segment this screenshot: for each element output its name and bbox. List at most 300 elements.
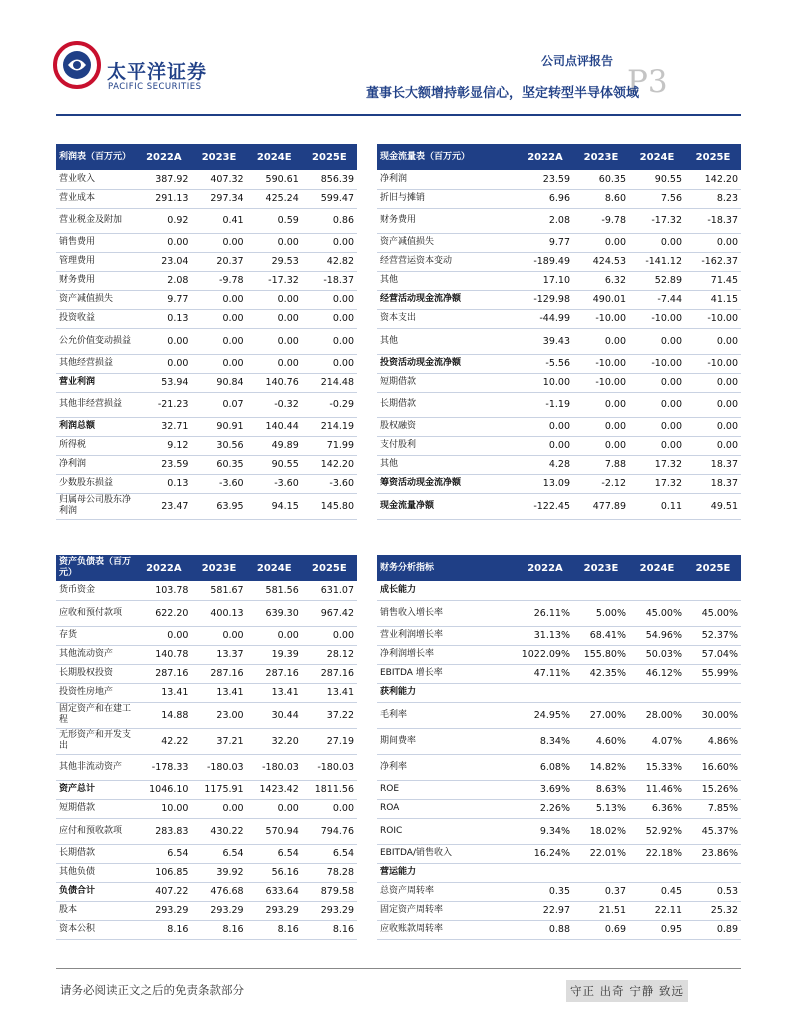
table-cell: 3.69%	[517, 780, 573, 799]
table-cell: 0.00	[247, 799, 302, 818]
table-row	[56, 728, 357, 754]
table-row	[377, 493, 741, 519]
table-cell: 23.59	[517, 170, 573, 189]
table-cell: 13.41	[136, 683, 191, 702]
table-cell: 57.04%	[685, 645, 741, 664]
column-header: 2025E	[302, 144, 357, 170]
table-cell: 4.28	[517, 455, 573, 474]
table-row	[377, 474, 741, 493]
table-cell: 293.29	[247, 901, 302, 920]
row-label: 少数股东损益	[56, 474, 136, 493]
table-row	[377, 309, 741, 328]
row-label: 资本公积	[56, 920, 136, 939]
table-row	[56, 754, 357, 780]
table-cell: 23.04	[136, 252, 191, 271]
table-cell: 4.60%	[573, 728, 629, 754]
table-cell: -17.32	[629, 208, 685, 233]
table-cell: 22.11	[629, 901, 685, 920]
table-cell: 8.16	[302, 920, 357, 939]
table-cell: 52.92%	[629, 818, 685, 844]
table-cell: 47.11%	[517, 664, 573, 683]
table-cell: 21.51	[573, 901, 629, 920]
table-cell: 0.00	[573, 328, 629, 354]
row-label: 投资性房地产	[56, 683, 136, 702]
table-row	[56, 920, 357, 939]
table-row	[377, 208, 741, 233]
table-cell: 140.76	[247, 373, 302, 392]
table-cell: 45.00%	[629, 600, 685, 626]
table-cell: 0.00	[629, 373, 685, 392]
table-cell: 0.53	[685, 882, 741, 901]
row-label: 资本支出	[377, 309, 517, 328]
table-cell: 424.53	[573, 252, 629, 271]
table-cell: 0.00	[302, 328, 357, 354]
table-cell: 23.47	[136, 493, 191, 519]
table-cell: 879.58	[302, 882, 357, 901]
table-cell: 581.67	[191, 581, 246, 600]
table-cell: 856.39	[302, 170, 357, 189]
table-cell: 794.76	[302, 818, 357, 844]
table-cell: 15.26%	[685, 780, 741, 799]
table-cell: 6.54	[136, 844, 191, 863]
table-cell: 0.41	[191, 208, 246, 233]
table-cell: 8.23	[685, 189, 741, 208]
table-cell: 94.15	[247, 493, 302, 519]
table-spacer-row	[56, 519, 357, 535]
table-cell: 0.00	[247, 354, 302, 373]
table-cell: 0.35	[517, 882, 573, 901]
table-row	[377, 373, 741, 392]
table-cell: 4.86%	[685, 728, 741, 754]
column-header: 2023E	[573, 144, 629, 170]
table-cell: -10.00	[573, 354, 629, 373]
table-cell: -9.78	[573, 208, 629, 233]
header-divider	[56, 114, 741, 116]
table-row	[56, 373, 357, 392]
table-cell: 52.89	[629, 271, 685, 290]
table-cell: 0.00	[302, 309, 357, 328]
income-statement-table	[56, 144, 357, 535]
table-cell: 0.00	[247, 233, 302, 252]
table-cell: 0.00	[247, 328, 302, 354]
table-row	[377, 392, 741, 417]
row-label: 净利率	[377, 754, 517, 780]
table-row	[56, 780, 357, 799]
row-label: 其他非经营损益	[56, 392, 136, 417]
table-cell: 570.94	[247, 818, 302, 844]
table-row	[56, 600, 357, 626]
table-cell: 42.22	[136, 728, 191, 754]
row-label: 固定资产和在建工程	[56, 702, 136, 728]
row-label: 财务费用	[377, 208, 517, 233]
table-cell: 15.33%	[629, 754, 685, 780]
table-cell: 32.20	[247, 728, 302, 754]
table-cell: 142.20	[302, 455, 357, 474]
table-cell: 293.29	[191, 901, 246, 920]
table-row	[56, 208, 357, 233]
table-cell	[685, 683, 741, 702]
table-row	[377, 417, 741, 436]
table-cell: -180.03	[302, 754, 357, 780]
row-label: 投资收益	[56, 309, 136, 328]
table-row	[56, 328, 357, 354]
table-cell: 0.00	[302, 799, 357, 818]
table-spacer-row	[377, 519, 741, 535]
table-cell: 476.68	[191, 882, 246, 901]
table-row	[377, 600, 741, 626]
table-cell: 639.30	[247, 600, 302, 626]
column-header: 2025E	[685, 144, 741, 170]
table-cell: 90.55	[247, 455, 302, 474]
table-cell: 0.00	[629, 392, 685, 417]
row-label: 营业税金及附加	[56, 208, 136, 233]
table-cell: 0.00	[191, 626, 246, 645]
table-cell: 287.16	[247, 664, 302, 683]
table-cell: 0.95	[629, 920, 685, 939]
table-cell: 16.24%	[517, 844, 573, 863]
row-label: 获利能力	[377, 683, 517, 702]
row-label: 管理费用	[56, 252, 136, 271]
table-cell	[629, 863, 685, 882]
table-cell: 1811.56	[302, 780, 357, 799]
table-cell: 0.00	[573, 417, 629, 436]
table-cell: 103.78	[136, 581, 191, 600]
table-row	[56, 436, 357, 455]
table-cell: 0.00	[247, 626, 302, 645]
table-row	[377, 581, 741, 600]
row-label: 其他负债	[56, 863, 136, 882]
table-row	[377, 252, 741, 271]
column-header: 2024E	[247, 555, 302, 581]
table-cell: 140.78	[136, 645, 191, 664]
table-cell	[629, 683, 685, 702]
table-cell: 0.89	[685, 920, 741, 939]
table-cell: -180.03	[247, 754, 302, 780]
page-number: P3	[627, 64, 668, 100]
table-row	[377, 271, 741, 290]
table-cell: 0.00	[136, 328, 191, 354]
financial-ratios-table	[377, 555, 741, 940]
table-cell: -9.78	[191, 271, 246, 290]
table-cell: 30.56	[191, 436, 246, 455]
row-label: 利润总额	[56, 417, 136, 436]
table-cell: 0.00	[685, 373, 741, 392]
footer-divider	[56, 968, 741, 969]
table-cell: 0.13	[136, 474, 191, 493]
table-cell: 490.01	[573, 290, 629, 309]
row-label: 归属母公司股东净利润	[56, 493, 136, 519]
table-row	[377, 863, 741, 882]
table-cell: 0.00	[302, 354, 357, 373]
row-label: 长期股权投资	[56, 664, 136, 683]
table-row	[377, 354, 741, 373]
row-label: 经营营运资本变动	[377, 252, 517, 271]
row-label: 负债合计	[56, 882, 136, 901]
column-header: 2023E	[573, 555, 629, 581]
table-row	[377, 818, 741, 844]
row-label: 折旧与摊销	[377, 189, 517, 208]
table-cell: 400.13	[191, 600, 246, 626]
table-cell: 41.15	[685, 290, 741, 309]
table-cell: 63.95	[191, 493, 246, 519]
balance-sheet-table	[56, 555, 357, 940]
table-cell: -10.00	[629, 309, 685, 328]
table-cell: -129.98	[517, 290, 573, 309]
row-label: 净利润	[377, 170, 517, 189]
table-cell: 27.00%	[573, 702, 629, 728]
table-cell: 28.00%	[629, 702, 685, 728]
table-cell: 0.07	[191, 392, 246, 417]
table-cell: 1423.42	[247, 780, 302, 799]
table-cell: 20.37	[191, 252, 246, 271]
table-cell: 0.00	[573, 392, 629, 417]
table-cell: -0.32	[247, 392, 302, 417]
table-cell: -17.32	[247, 271, 302, 290]
table-cell: 78.28	[302, 863, 357, 882]
table-header-row	[56, 144, 357, 170]
report-type: 公司点评报告	[540, 54, 613, 68]
table-row	[377, 328, 741, 354]
table-cell: 0.00	[302, 626, 357, 645]
table-cell: 9.34%	[517, 818, 573, 844]
table-row	[56, 901, 357, 920]
row-label: 销售费用	[56, 233, 136, 252]
table-cell: 42.35%	[573, 664, 629, 683]
table-cell: 967.42	[302, 600, 357, 626]
table-cell: 0.00	[629, 233, 685, 252]
table-cell: -21.23	[136, 392, 191, 417]
table-row	[377, 455, 741, 474]
table-cell: -7.44	[629, 290, 685, 309]
table-cell: 8.16	[247, 920, 302, 939]
row-label: ROA	[377, 799, 517, 818]
table-cell: 2.26%	[517, 799, 573, 818]
table-cell: 29.53	[247, 252, 302, 271]
table-cell: -3.60	[191, 474, 246, 493]
table-cell: 17.10	[517, 271, 573, 290]
table-cell: 425.24	[247, 189, 302, 208]
table-cell: 1046.10	[136, 780, 191, 799]
table-title: 资产负债表（百万元）	[56, 555, 136, 581]
row-label: 短期借款	[56, 799, 136, 818]
table-cell: 28.12	[302, 645, 357, 664]
table-cell: 293.29	[302, 901, 357, 920]
table-row	[56, 844, 357, 863]
table-cell: 0.13	[136, 309, 191, 328]
row-label: 其他	[377, 328, 517, 354]
table-cell: 8.16	[191, 920, 246, 939]
table-row	[377, 799, 741, 818]
table-cell: -18.37	[685, 208, 741, 233]
pacific-securities-logo-icon	[52, 40, 102, 90]
row-label: 其他	[377, 271, 517, 290]
column-header: 2025E	[302, 555, 357, 581]
table-cell: 0.00	[247, 309, 302, 328]
table-cell	[685, 863, 741, 882]
table-row	[56, 626, 357, 645]
row-label: 公允价值变动损益	[56, 328, 136, 354]
table-cell: 0.00	[136, 233, 191, 252]
table-cell: -10.00	[629, 354, 685, 373]
row-label: 资产减值损失	[56, 290, 136, 309]
table-cell: -141.12	[629, 252, 685, 271]
table-cell: 214.19	[302, 417, 357, 436]
table-cell: -10.00	[685, 309, 741, 328]
table-cell	[573, 683, 629, 702]
table-cell: 106.85	[136, 863, 191, 882]
table-title: 财务分析指标	[377, 555, 517, 581]
table-cell: 56.16	[247, 863, 302, 882]
table-cell: 0.00	[247, 290, 302, 309]
table-header-row	[377, 555, 741, 581]
table-cell: -44.99	[517, 309, 573, 328]
table-row	[56, 474, 357, 493]
table-cell: 6.54	[302, 844, 357, 863]
table-cell: 0.69	[573, 920, 629, 939]
table-cell: -162.37	[685, 252, 741, 271]
table-cell: 0.00	[136, 626, 191, 645]
row-label: EBITDA 增长率	[377, 664, 517, 683]
table-header-row	[377, 144, 741, 170]
table-cell: 6.32	[573, 271, 629, 290]
table-cell: 0.00	[685, 328, 741, 354]
table-cell: 71.99	[302, 436, 357, 455]
table-cell: 287.16	[136, 664, 191, 683]
table-cell: 407.32	[191, 170, 246, 189]
table-cell	[517, 683, 573, 702]
table-cell: 13.09	[517, 474, 573, 493]
table-cell: 7.85%	[685, 799, 741, 818]
table-cell: -10.00	[573, 309, 629, 328]
table-row	[56, 252, 357, 271]
row-label: 资产总计	[56, 780, 136, 799]
table-cell: 39.92	[191, 863, 246, 882]
row-label: 期间费率	[377, 728, 517, 754]
table-cell: 633.64	[247, 882, 302, 901]
column-header: 2024E	[629, 144, 685, 170]
logo-chinese-name: 太平洋证券	[107, 61, 208, 83]
table-cell: 293.29	[136, 901, 191, 920]
table-cell: 430.22	[191, 818, 246, 844]
table-cell: 52.37%	[685, 626, 741, 645]
column-header: 2024E	[629, 555, 685, 581]
table-cell	[573, 863, 629, 882]
row-label: 长期借款	[377, 392, 517, 417]
table-cell: 6.36%	[629, 799, 685, 818]
row-label: 应收和预付款项	[56, 600, 136, 626]
table-row	[56, 455, 357, 474]
logo-english-name: PACIFIC SECURITIES	[108, 82, 202, 92]
row-label: 其他非流动资产	[56, 754, 136, 780]
table-cell: -3.60	[302, 474, 357, 493]
table-cell: 14.88	[136, 702, 191, 728]
table-cell	[573, 581, 629, 600]
table-cell: 32.71	[136, 417, 191, 436]
table-cell: 0.00	[191, 290, 246, 309]
table-row	[56, 290, 357, 309]
table-cell: 37.21	[191, 728, 246, 754]
table-row	[56, 233, 357, 252]
table-row	[56, 417, 357, 436]
table-cell: 30.00%	[685, 702, 741, 728]
table-cell: 23.59	[136, 455, 191, 474]
table-cell: 18.37	[685, 455, 741, 474]
table-cell: -180.03	[191, 754, 246, 780]
table-cell: 55.99%	[685, 664, 741, 683]
table-cell: -0.29	[302, 392, 357, 417]
row-label: 短期借款	[377, 373, 517, 392]
table-cell	[685, 581, 741, 600]
row-label: 现金流量净额	[377, 493, 517, 519]
table-cell: 8.16	[136, 920, 191, 939]
table-cell: -18.37	[302, 271, 357, 290]
row-label: 资产减值损失	[377, 233, 517, 252]
table-cell: -178.33	[136, 754, 191, 780]
row-label: 其他流动资产	[56, 645, 136, 664]
table-cell: 19.39	[247, 645, 302, 664]
row-label: 货币资金	[56, 581, 136, 600]
row-label: 营业成本	[56, 189, 136, 208]
table-cell: 13.37	[191, 645, 246, 664]
table-cell: 0.00	[191, 354, 246, 373]
table-cell: 30.44	[247, 702, 302, 728]
table-cell: -1.19	[517, 392, 573, 417]
table-row	[56, 664, 357, 683]
row-label: 经营活动现金流净额	[377, 290, 517, 309]
table-cell: 1022.09%	[517, 645, 573, 664]
table-cell: 0.00	[629, 436, 685, 455]
report-headline: 董事长大额增持彰显信心，坚定转型半导体领域	[365, 86, 639, 101]
table-cell: 13.41	[191, 683, 246, 702]
table-cell: 407.22	[136, 882, 191, 901]
table-row	[377, 882, 741, 901]
table-cell: 0.00	[517, 436, 573, 455]
table-cell: 0.00	[685, 392, 741, 417]
table-cell: 13.41	[247, 683, 302, 702]
table-cell: 0.00	[573, 233, 629, 252]
table-cell: 297.34	[191, 189, 246, 208]
row-label: 营业收入	[56, 170, 136, 189]
table-cell: 90.91	[191, 417, 246, 436]
company-motto: 守正 出奇 宁静 致远	[566, 980, 688, 1002]
row-label: 毛利率	[377, 702, 517, 728]
table-cell: 140.44	[247, 417, 302, 436]
table-cell: 49.89	[247, 436, 302, 455]
table-row	[56, 309, 357, 328]
table-cell: -3.60	[247, 474, 302, 493]
table-row	[377, 645, 741, 664]
table-cell: -122.45	[517, 493, 573, 519]
table-cell: 11.46%	[629, 780, 685, 799]
table-row	[56, 271, 357, 290]
table-row	[56, 818, 357, 844]
row-label: 所得税	[56, 436, 136, 455]
table-title: 利润表（百万元）	[56, 144, 136, 170]
table-row	[56, 170, 357, 189]
table-cell: 4.07%	[629, 728, 685, 754]
table-cell: 590.61	[247, 170, 302, 189]
table-row	[377, 901, 741, 920]
column-header: 2024E	[247, 144, 302, 170]
table-cell: 0.00	[685, 417, 741, 436]
table-cell: 0.00	[573, 436, 629, 455]
table-cell: 631.07	[302, 581, 357, 600]
table-cell: 0.00	[685, 436, 741, 455]
table-cell: 16.60%	[685, 754, 741, 780]
table-cell: 287.16	[191, 664, 246, 683]
row-label: 应收账款周转率	[377, 920, 517, 939]
table-row	[377, 626, 741, 645]
